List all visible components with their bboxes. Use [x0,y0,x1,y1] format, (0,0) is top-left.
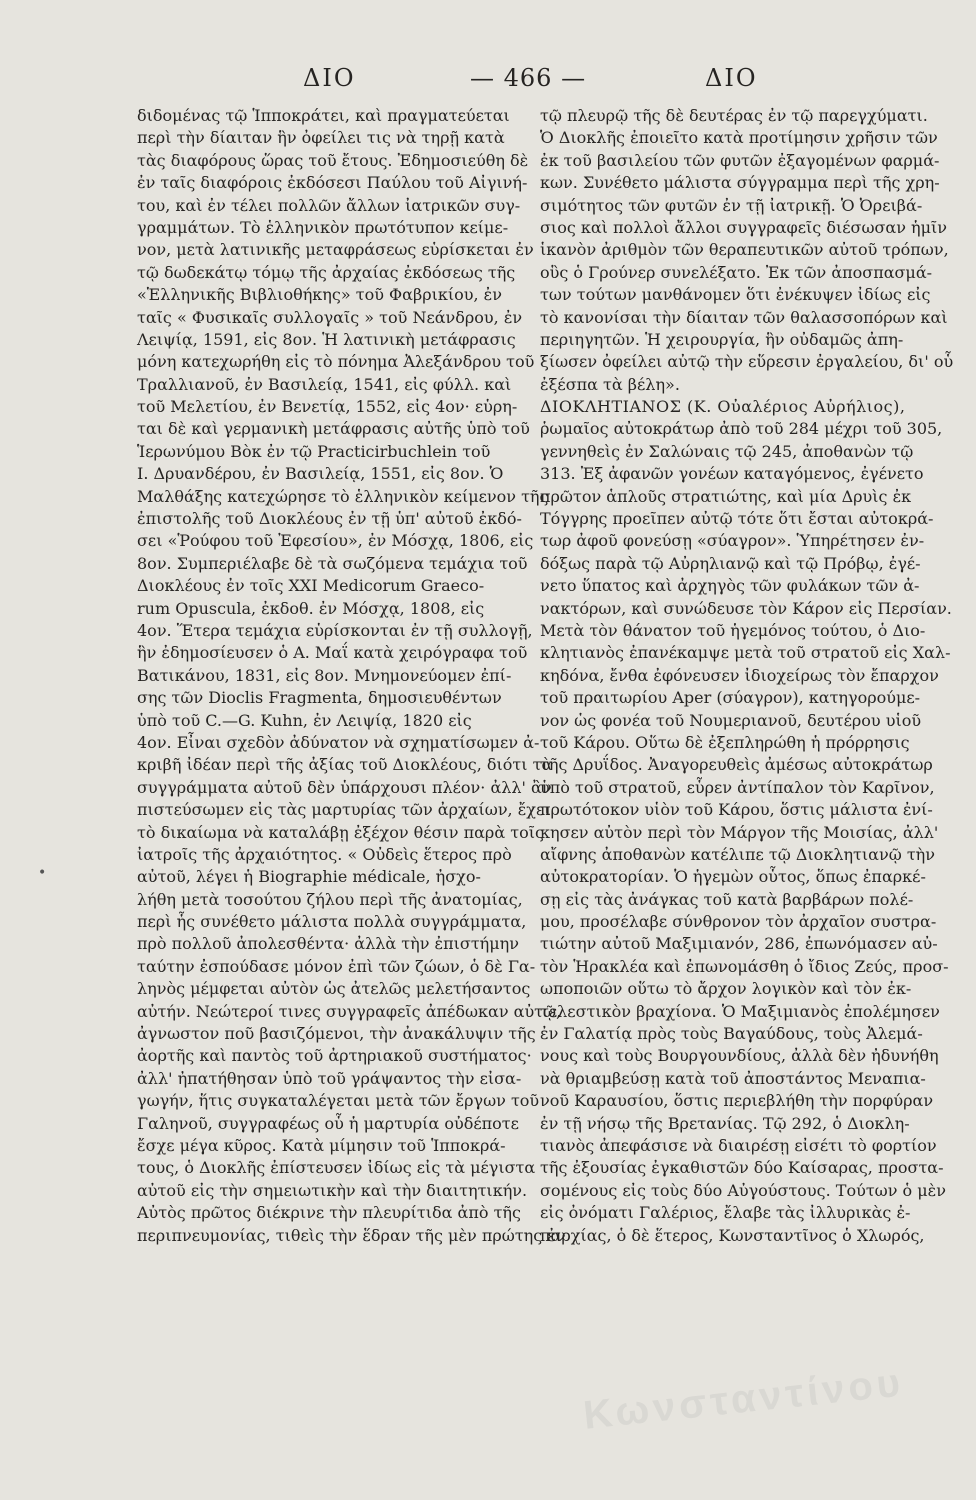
entry-text-line: νους καὶ τοὺς Βουργουνδίους, ἀλλὰ δὲν ἠδυνήθη [540,1046,939,1066]
text-line: σης τῶν Dioclis Fragmenta, δημοσιευθέντων [137,688,502,708]
text-line: διδομένας τῷ Ἱπποκράτει, καὶ πραγματεύεται [137,106,510,125]
left-column [137,105,566,1247]
text-line: 8ον. Συμπεριέλαβε δὲ τὰ σωζόμενα τεμάχια τοῦ [137,553,528,573]
right-column [540,105,954,1247]
text-line: Ι. Δρυανδέρου, ἐν Βασιλείᾳ, 1551, εἰς 8ον. Ὁ [137,464,504,484]
margin-mark: • [38,865,47,881]
running-head-left: ΔΙΟ [303,64,356,92]
text-line: Αὐτὸς πρῶτος διέκρινε τὴν πλευρίτιδα ἀπὸ τῆς [137,1203,521,1223]
entry-text-line: τιανὸς ἀπεφάσισε νὰ διαιρέσῃ εἰσέτι τὸ φορτίον [540,1135,937,1155]
text-line: σιμότητος τῶν φυτῶν ἐν τῇ ἰατρικῇ. Ὁ Ὀρειβά- [540,195,923,215]
text-line: ἐξέσπα τὰ βέλη». [540,374,680,394]
text-line: πιστεύσωμεν εἰς τὰς μαρτυρίας τῶν ἀρχαίων, ἔχει [137,800,551,820]
watermark: Κωνσταντίνου [581,1360,906,1438]
text-line: 4ον. Ἕτερα τεμάχια εὑρίσκονται ἐν τῇ συλλογῇ, [137,620,533,640]
entry-text-line: νετο ὕπατος καὶ ἀρχηγὸς τῶν φυλάκων τῶν ἀ- [540,576,920,596]
text-line: ληνὸς μέμφεται αὐτὸν ὡς ἀτελῶς μελετήσαντος [137,979,531,999]
text-line: ταῖς « Φυσικαῖς συλλογαῖς » τοῦ Νεάνδρου, ἐν [137,307,523,327]
text-line: Γαληνοῦ, συγγραφέως οὗ ἡ μαρτυρία οὐδέποτε [137,1113,519,1133]
text-line: Βατικάνου, 1831, εἰς 8ον. Μνημονεύομεν ἐπί- [137,665,512,685]
entry-text-line: σῃ εἰς τὰς ἀνάγκας τοῦ κατὰ βαρβάρων πολέ- [540,889,914,909]
text-line: νον, μετὰ λατινικῆς μεταφράσεως εὑρίσκεται ἐν [137,240,534,260]
entry-text-line: 313. Ἐξ ἀφανῶν γονέων καταγόμενος, ἐγένετο [540,464,924,484]
text-line: ὑπὸ τοῦ C.—G. Kuhn, ἐν Λειψίᾳ, 1820 εἰς [137,710,472,730]
text-line: κριβῆ ἰδέαν περὶ τῆς ἀξίας τοῦ Διοκλέους, διότι τὰ [137,755,553,775]
entry-text-line: νον ὡς φονέα τοῦ Νουμεριανοῦ, δευτέρου υἱοῦ [540,710,922,730]
entry-text-line: εἰς ὀνόματι Γαλέριος, ἔλαβε τὰς ἰλλυρικὰς ἐ- [540,1203,911,1223]
entry-text-line: παρχίας, ὁ δὲ ἕτερος, Κωνσταντῖνος ὁ Χλωρός, [540,1225,925,1245]
text-line: ἣν ἐδημοσίευσεν ὁ Α. Μαΐ κατὰ χειρόγραφα τοῦ [137,643,528,663]
entry-text-line: σομένους εἰς τοὺς δύο Αὐγούστους. Τούτων ὁ μὲν [540,1180,946,1200]
text-line: περιπνευμονίας, τιθεὶς τὴν ἕδραν τῆς μὲν πρώτης ἐν [137,1225,566,1245]
text-line: Διοκλέους ἐν τοῖς XXI Medicorum Graeco- [137,576,485,596]
entry-text-line: τωρ ἀφοῦ φονεύσῃ «σύαγρον». Ὑπηρέτησεν ἐν- [540,531,925,551]
entry-text-line: ὑπὸ τοῦ στρατοῦ, εὗρεν ἀντίπαλον τὸν Καρῖνον, [540,777,935,797]
entry-text-line: ἐν Γαλατίᾳ πρὸς τοὺς Βαγαύδους, τοὺς Ἀλεμά- [540,1024,923,1044]
text-line: περὶ τὴν δίαιταν ἣν ὀφείλει τις νὰ τηρῇ κατὰ [137,128,505,148]
text-line: τὸ κανονίσαι τὴν δίαιταν τῶν θαλασσοπόρων καὶ [540,307,948,327]
text-line: ξίωσεν ὀφείλει αὐτῷ τὴν εὕρεσιν ἐργαλείου, δι' οὗ [540,352,954,372]
entry-text-line: ῥωμαῖος αὐτοκράτωρ ἀπὸ τοῦ 284 μέχρι τοῦ 305, [540,419,943,439]
text-line: ἀορτῆς καὶ παντὸς τοῦ ἀρτηριακοῦ συστήματος· [137,1046,532,1066]
text-line: αὐτήν. Νεώτεροί τινες συγγραφεῖς ἀπέδωκαν αὐτῷ, [137,1001,562,1021]
text-line: συγγράμματα αὐτοῦ δὲν ὑπάρχουσι πλέον· ἀλλ' ἂν [137,777,552,797]
text-line: «Ἑλληνικῆς Βιβλιοθήκης» τοῦ Φαβρικίου, ἐν [137,285,502,305]
text-line: οὓς ὁ Γρούνερ συνελέξατο. Ἐκ τῶν ἀποσπασμά- [540,262,933,282]
text-line: Λειψίᾳ, 1591, εἰς 8ον. Ἡ λατινικὴ μετάφρασις [137,329,516,349]
text-line: σει «Ῥούφου τοῦ Ἐφεσίου», ἐν Μόσχᾳ, 1806, εἰς [137,531,534,551]
text-line: τῷ δωδεκάτῳ τόμῳ τῆς ἀρχαίας ἐκδόσεως τῆς [137,262,516,282]
text-line: ἐπιστολῆς τοῦ Διοκλέους ἐν τῇ ὑπ' αὐτοῦ ἐκδό- [137,509,522,529]
entry-text-line: ωποποιῶν οὕτω τὸ ἄρχον λογικὸν καὶ τὸν ἐκ- [540,979,912,999]
text-line: κων. Συνέθετο μάλιστα σύγγραμμα περὶ τῆς χρη- [540,173,940,193]
entry-text-line: τιώτην αὐτοῦ Μαξιμιανόν, 286, ἐπωνόμασεν αὐ- [540,934,938,954]
entry-text-line: μου, προσέλαβε σύνθρονον τὸν ἀρχαῖον συστρα- [540,912,937,932]
entry-text-line: πρῶτον ἁπλοῦς στρατιώτης, καὶ μία Δρυὶς ἐκ [540,486,912,506]
text-line: αὐτοῦ εἰς τὴν σημειωτικὴν καὶ τὴν διαιτητικήν. [137,1180,528,1200]
text-line: rum Opuscula, ἐκδοθ. ἐν Μόσχᾳ, 1808, εἰς [137,598,485,618]
entry-text-line: τῆς ἐξουσίας ἐγκαθιστῶν δύο Καίσαρας, προστα- [540,1158,944,1178]
entry-text-line: τὸν Ἡρακλέα καὶ ἐπωνομάσθη ὁ ἴδιος Ζεύς, προσ- [540,956,949,976]
entry-text-line: κησεν αὐτὸν περὶ τὸν Μάργον τῆς Μοισίας, ἀλλ' [540,822,939,842]
entry-text-line: ἐν τῇ νήσῳ τῆς Βρετανίας. Τῷ 292, ὁ Διοκλη- [540,1113,910,1133]
text-line: σιος καὶ πολλοὶ ἄλλοι συγγραφεῖς διέσωσαν ἡμῖν [540,217,948,237]
entry-text-line: τοῦ Κάρου. Οὕτω δὲ ἐξεπληρώθη ἡ πρόρρησις [540,732,910,752]
entry-text-line: Μετὰ τὸν θάνατον τοῦ ἡγεμόνος τούτου, ὁ Διο- [540,620,926,640]
entry-text-line: γεννηθεὶς ἐν Σαλώναις τῷ 245, ἀποθανὼν τῷ [540,441,914,461]
entry-text-line: τελεστικὸν βραχίονα. Ὁ Μαξιμιανὸς ἐπολέμησεν [540,1001,940,1021]
entry-text-line: νοῦ Καραυσίου, ὅστις περιεβλήθη τὴν πορφύραν [540,1091,934,1111]
text-line: 4ον. Εἶναι σχεδὸν ἀδύνατον νὰ σχηματίσωμεν ἀ- [137,732,540,752]
entry-text-line: νακτόρων, καὶ συνώδευσε τὸν Κάρον εἰς Περσίαν. [540,598,952,618]
text-line: Μαλθάξης κατεχώρησε τὸ ἑλληνικὸν κείμενον τῆς [137,486,549,506]
entry-text-line: αἴφνης ἀποθανὼν κατέλιπε τῷ Διοκλητιανῷ τὴν [540,844,935,864]
text-line: τῷ πλευρῷ τῆς δὲ δευτέρας ἐν τῷ παρεγχύματι. [540,106,928,125]
text-line: μόνη κατεχωρήθη εἰς τὸ πόνημα Ἀλεξάνδρου τοῦ [137,352,535,372]
text-line: λήθη μετὰ τοσούτου ζήλου περὶ τῆς ἀνατομίας, [137,889,523,909]
text-line: ἐν ταῖς διαφόροις ἐκδόσεσι Παύλου τοῦ Αἰγινή- [137,173,528,193]
entry-text-line: ΔΙΟΚΛΗΤΙΑΝΟΣ (Κ. Οὐαλέριος Αὐρήλιος), [540,397,906,417]
text-line: περὶ ἧς συνέθετο μάλιστα πολλὰ συγγράμματα, [137,912,527,932]
text-line: ἔσχε μέγα κῦρος. Κατὰ μίμησιν τοῦ Ἱπποκρά- [137,1135,506,1155]
text-line: του, καὶ ἐν τέλει πολλῶν ἄλλων ἰατρικῶν συγ- [137,195,521,215]
text-line: Τραλλιανοῦ, ἐν Βασιλείᾳ, 1541, εἰς φύλλ. καὶ [137,374,512,394]
entry-text-line: νὰ θριαμβεύσῃ κατὰ τοῦ ἀποστάντος Μεναπια- [540,1068,926,1088]
text-line: περιηγητῶν. Ἡ χειρουργία, ἣν οὐδαμῶς ἀπη- [540,329,904,349]
text-line: των τούτων μανθάνομεν ὅτι ἐνέκυψεν ἰδίως εἰς [540,285,931,305]
text-line: ἰατροῖς τῆς ἀρχαιότητος. « Οὐδεὶς ἕτερος πρὸ [137,844,512,864]
text-line: τὸ δικαίωμα νὰ καταλάβῃ ἐξέχον θέσιν παρὰ τοῖς [137,822,544,842]
entry-text-line: τοῦ πραιτωρίου Aper (σύαγρον), κατηγορούμε- [540,688,921,708]
text-line: ἱκανὸν ἀριθμὸν τῶν θεραπευτικῶν αὐτοῦ τρόπων, [540,240,949,260]
text-line: ἐκ τοῦ βασιλείου τῶν φυτῶν ἐξαγομένων φαρμά- [540,150,940,170]
entry-text-line: κλητιανὸς ἐπανέκαμψε μετὰ τοῦ στρατοῦ εἰς Χαλ- [540,643,951,663]
text-line: γωγήν, ἥτις συγκαταλέγεται μετὰ τῶν ἔργων τοῦ [137,1091,540,1111]
text-line: πρὸ πολλοῦ ἀπολεσθέντα· ἀλλὰ τὴν ἐπιστήμην [137,934,519,954]
running-head-right: ΔΙΟ [705,64,758,92]
entry-text-line: τῆς Δρυΐδος. Ἀναγορευθεὶς ἀμέσως αὐτοκράτωρ [540,755,933,775]
text-line: ἀλλ' ἠπατήθησαν ὑπὸ τοῦ γράψαντος τὴν εἰσα- [137,1068,522,1088]
text-line: γραμμάτων. Τὸ ἑλληνικὸν πρωτότυπον κείμε- [137,217,509,237]
text-line: ται δὲ καὶ γερμανικὴ μετάφρασις αὐτῆς ὑπὸ τοῦ [137,419,530,439]
text-line: ταύτην ἐσπούδασε μόνον ἐπὶ τῶν ζώων, ὁ δὲ Γα- [137,956,536,976]
text-line: τὰς διαφόρους ὥρας τοῦ ἔτους. Ἐδημοσιεύθη δὲ [137,150,529,170]
entry-text-line: κηδόνα, ἔνθα ἐφόνευσεν ἰδιοχείρως τὸν ἔπαρχον [540,665,939,685]
page-header [0,64,976,100]
text-line: τοῦ Μελετίου, ἐν Βενετίᾳ, 1552, εἰς 4ον· εὑρη- [137,397,518,417]
entry-text-line: πρωτότοκον υἱὸν τοῦ Κάρου, ὅστις μάλιστα ἐνί- [540,800,933,820]
text-line: ἀγνωστον ποῦ βασιζόμενοι, τὴν ἀνακάλυψιν τῆς [137,1024,536,1044]
entry-text-line: αὐτοκρατορίαν. Ὁ ἡγεμὼν οὗτος, ὅπως ἐπαρκέ- [540,867,926,887]
entry-text-line: δόξως παρὰ τῷ Αὐρηλιανῷ καὶ τῷ Πρόβῳ, ἐγέ- [540,553,921,573]
entry-text-line: Τόγγρης προεῖπεν αὐτῷ τότε ὅτι ἔσται αὐτοκρά- [540,509,934,529]
text-line: Ὁ Διοκλῆς ἐποιεῖτο κατὰ προτίμησιν χρῆσιν τῶν [540,128,938,148]
page-number: — 466 — [470,64,587,92]
text-line: τους, ὁ Διοκλῆς ἐπίστευσεν ἰδίως εἰς τὰ μέγιστα [137,1158,536,1178]
text-line: Ἱερωνύμου Βὸκ ἐν τῷ Practicirbuchlein τοῦ [137,441,491,461]
text-line: αὐτοῦ, λέγει ἡ Biographie médicale, ἠσχο- [137,867,481,887]
